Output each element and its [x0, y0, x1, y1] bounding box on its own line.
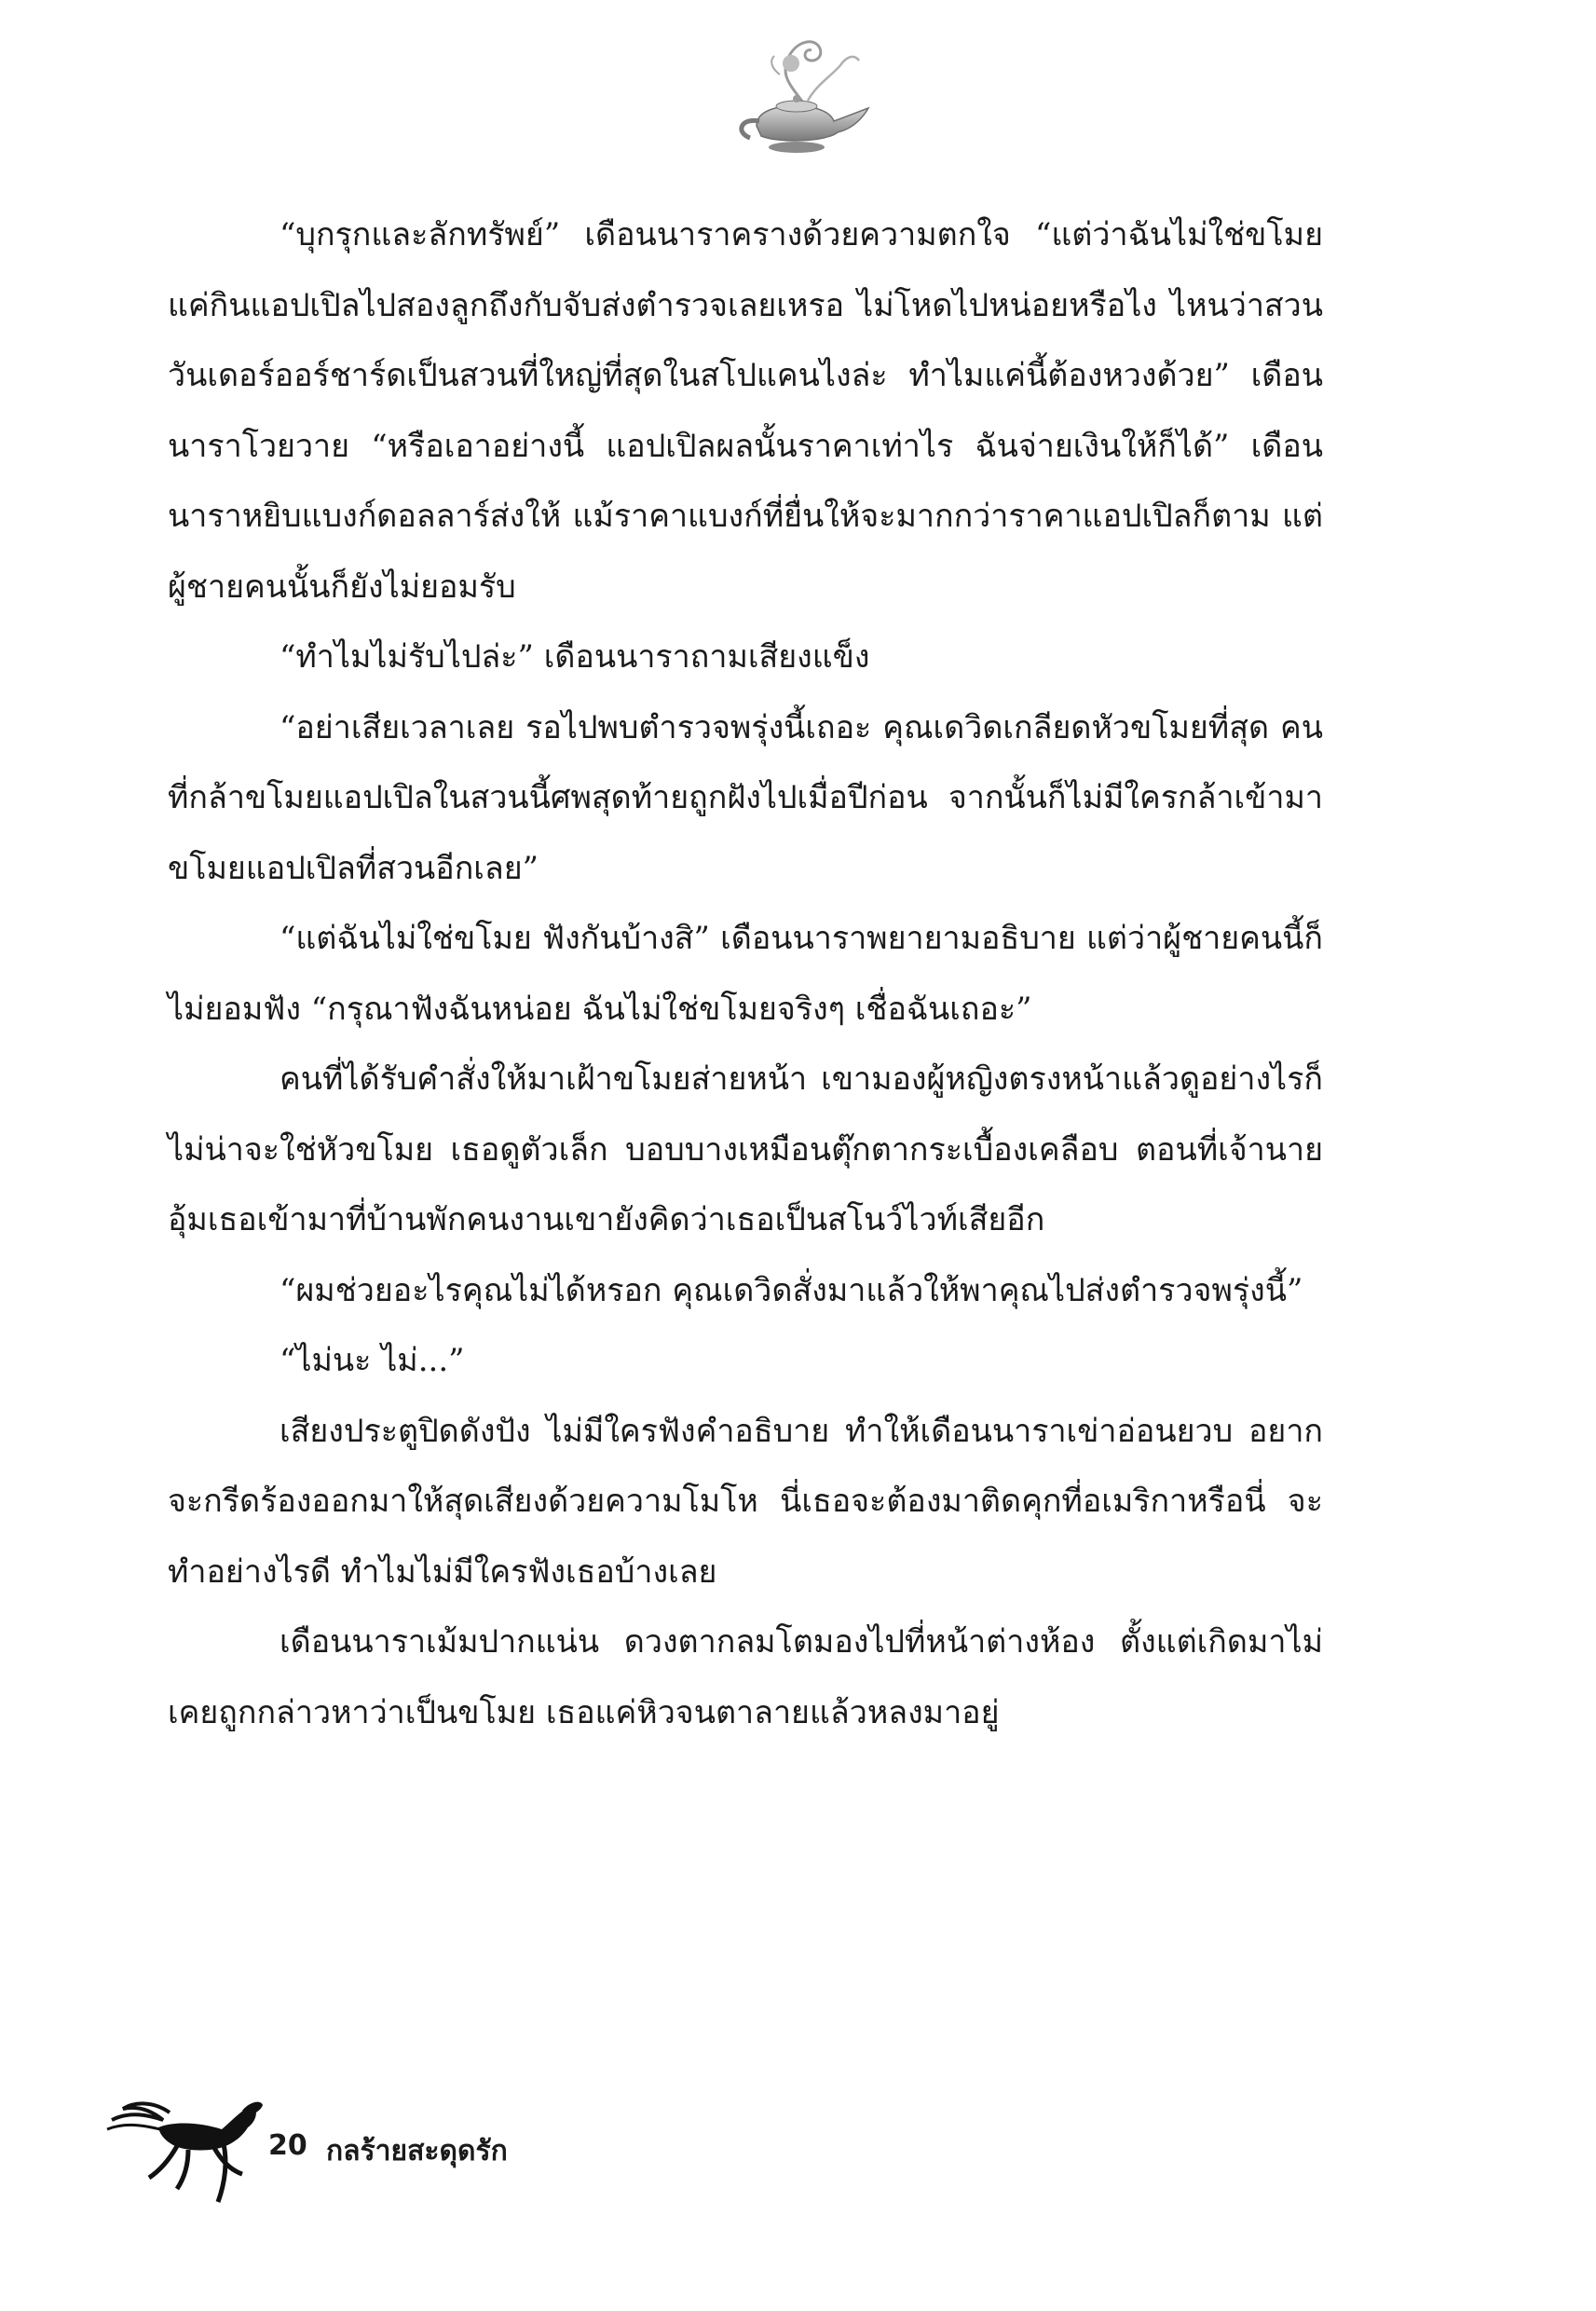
- book-title: กลร้ายสะดุดรัก: [326, 2135, 508, 2167]
- paragraph: “แต่ฉันไม่ใช่ขโมย ฟังกันบ้างสิ” เดือนนาราพยายามอธิบาย แต่ว่าผู้ชายคนนี้ก็ไม่ยอมฟัง “กรุณาฟังฉันหน่อย ฉันไม่ใช่ขโมยจริงๆ เชื่อฉันเถอะ”: [168, 920, 1323, 1028]
- paragraph: “ทำไมไม่รับไปล่ะ” เดือนนาราถามเสียงแข็ง: [280, 638, 870, 676]
- paragraph: “ผมช่วยอะไรคุณไม่ได้หรอก คุณเดวิดสั่งมาแล้วให้พาคุณไปส่งตำรวจพรุ่งนี้”: [280, 1271, 1303, 1309]
- paragraph: “ไม่นะ ไม่...”: [280, 1342, 465, 1379]
- paragraph: เสียงประตูปิดดังปัง ไม่มีใครฟังคำอธิบาย ทำให้เดือนนาราเข่าอ่อนยวบ อยากจะกรีดร้องออกมาให้สุดเสียงด้วยความโมโห นี่เธอจะต้องมาติดคุกที่อเมริกาหรือนี่ จะทำอย่างไรดี ทำไมไม่มีใครฟังเธอบ้างเลย: [168, 1412, 1323, 1591]
- paragraph: “บุกรุกและลักทรัพย์” เดือนนาราครางด้วยความตกใจ “แต่ว่าฉันไม่ใช่ขโมย แค่กินแอปเปิลไปสองลูกถึงกับจับส่งตำรวจเลยเหรอ ไม่โหดไปหน่อยหรือไง ไหนว่าสวนวันเดอร์ออร์ชาร์ดเป็นสวนที่ใหญ่ที่สุดในสโปแคนไงล่ะ ทำไมแค่นี้ต้องหวงด้วย” เดือนนาราโวยวาย “หรือเอาอย่างนี้ แอปเปิลผลนั้นราคาเท่าไร ฉันจ่ายเงินให้ก็ได้” เดือนนาราหยิบแบงก์ดอลลาร์ส่งให้ แม้ราคาแบงก์ที่ยื่นให้จะมากกว่าราคาแอปเปิลก็ตาม แต่ผู้ชายคนนั้นก็ยังไม่ยอมรับ: [168, 216, 1323, 606]
- paragraph: เดือนนาราเม้มปากแน่น ดวงตากลมโตมองไปที่หน้าต่างห้อง ตั้งแต่เกิดมาไม่เคยถูกกล่าวหาว่าเป็นขโมย เธอแค่หิวจนตาลายแล้วหลงมาอยู่: [168, 1623, 1323, 1731]
- page-number: 20: [268, 2129, 307, 2162]
- horse-icon: [102, 2092, 266, 2213]
- paragraph: “อย่าเสียเวลาเลย รอไปพบตำรวจพรุ่งนี้เถอะ คุณเดวิดเกลียดหัวขโมยที่สุด คนที่กล้าขโมยแอปเปิลในสวนนี้ศพสุดท้ายถูกฝังไปเมื่อปีก่อน จากนั้นก็ไม่มีใครกล้าเข้ามาขโมยแอปเปิลที่สวนอีกเลย”: [168, 708, 1323, 887]
- lamp-fairy-icon: [715, 28, 882, 168]
- body-text: [168, 200, 1323, 1748]
- paragraph: คนที่ได้รับคำสั่งให้มาเฝ้าขโมยส่ายหน้า เขามองผู้หญิงตรงหน้าแล้วดูอย่างไรก็ไม่น่าจะใช่หัวขโมย เธอดูตัวเล็ก บอบบางเหมือนตุ๊กตากระเบื้องเคลือบ ตอนที่เจ้านายอุ้มเธอเข้ามาที่บ้านพักคนงานเขายังคิดว่าเธอเป็นสโนว์ไวท์เสียอีก: [168, 1060, 1323, 1238]
- page-footer: [102, 2092, 755, 2213]
